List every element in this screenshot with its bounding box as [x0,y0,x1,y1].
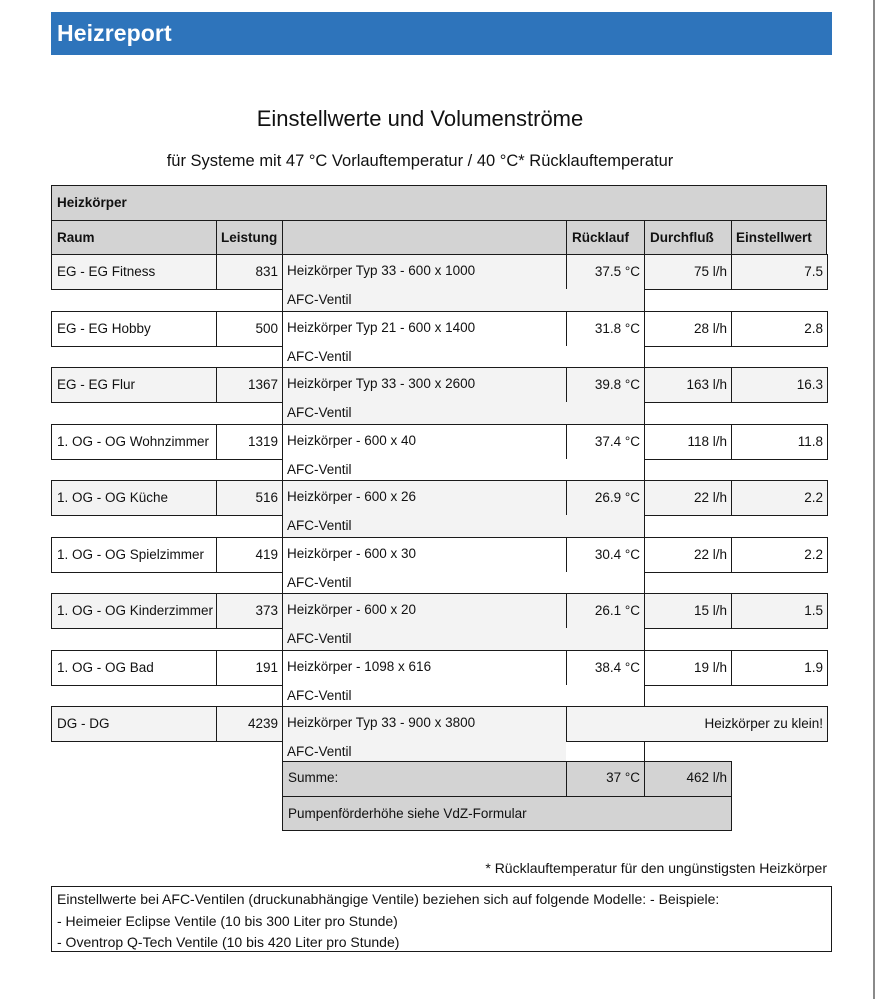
column-header-leistung: Leistung [216,220,283,255]
valve-type: AFC-Ventil [287,518,352,533]
room-cell: DG - DG [51,706,217,742]
room-cell: EG - EG Fitness [51,254,217,290]
radiator-type: Heizkörper - 600 x 20 [287,602,417,617]
divider [644,402,645,426]
valve-notes-box [51,886,832,952]
valve-type: AFC-Ventil [287,349,352,364]
return-temp-cell: 38.4 °C [566,650,644,685]
summary-durchfluss: 462 l/h [644,761,732,797]
column-header-heizkoerper [282,220,567,255]
report-banner [51,12,832,55]
power-cell: 500 [216,311,283,347]
power-cell: 1367 [216,367,283,403]
radiator-type: Heizkörper Typ 21 - 600 x 1400 [287,320,476,335]
power-cell: 419 [216,537,283,573]
valve-type: AFC-Ventil [287,631,352,646]
setting-value-cell: 2.8 [731,311,828,347]
return-temp-cell: 37.5 °C [566,254,644,289]
flow-cell: 75 l/h [644,254,732,290]
radiator-type: Heizkörper - 600 x 40 [287,433,417,448]
power-cell: 831 [216,254,283,290]
valve-type: AFC-Ventil [287,462,352,477]
valve-notes-intro: Einstellwerte bei AFC-Ventilen (druckunabhängige Ventile) beziehen sich auf folgende Modelle: - Beispiele: [57,891,720,907]
return-temp-cell: 31.8 °C [566,311,644,346]
radiator-type: Heizkörper - 600 x 30 [287,546,417,561]
power-cell: 373 [216,593,283,629]
room-cell: 1. OG - OG Küche [51,480,217,516]
group-header-heizkoerper: Heizkörper [51,185,827,221]
room-cell: 1. OG - OG Kinderzimmer [51,593,217,629]
divider [644,289,645,313]
section-subtitle: für Systeme mit 47 °C Vorlauftemperatur / 40 °C* Rücklauftemperatur [166,152,674,170]
radiator-type: Heizkörper - 600 x 26 [287,489,417,504]
setting-value-cell: 2.2 [731,480,828,516]
valve-type: AFC-Ventil [287,405,352,420]
flow-cell: 118 l/h [644,424,732,460]
setting-value-cell: 1.9 [731,650,828,686]
flow-cell: 163 l/h [644,367,732,403]
flow-cell: 22 l/h [644,480,732,516]
pump-note: Pumpenförderhöhe siehe VdZ-Formular [282,796,732,831]
divider [644,628,645,652]
summary-ruecklauf: 37 °C [566,761,645,797]
room-cell: 1. OG - OG Bad [51,650,217,686]
column-header-ruecklauf: Rücklauf [566,220,645,255]
room-cell: EG - EG Flur [51,367,217,403]
return-temp-cell: 30.4 °C [566,537,644,572]
valve-type: AFC-Ventil [287,744,352,759]
return-temp-cell: 26.9 °C [566,480,644,515]
valve-type: AFC-Ventil [287,575,352,590]
power-cell: 1319 [216,424,283,460]
setting-value-cell: 1.5 [731,593,828,629]
divider [566,706,567,741]
summary-label: Summe: [282,761,567,797]
room-cell: 1. OG - OG Spielzimmer [51,537,217,573]
valve-note-heimeier: - Heimeier Eclipse Ventile (10 bis 300 Liter pro Stunde) [57,912,398,929]
footnote: * Rücklauftemperatur für den ungünstigsten Heizkörper [485,860,827,876]
return-temp-cell: 37.4 °C [566,424,644,459]
valve-type: AFC-Ventil [287,292,352,307]
radiator-type: Heizkörper Typ 33 - 300 x 2600 [287,376,476,391]
return-temp-cell: 26.1 °C [566,593,644,628]
setting-value-cell: 16.3 [731,367,828,403]
power-cell: 4239 [216,706,283,742]
column-header-einstellwert: Einstellwert [731,220,827,255]
divider [644,515,645,539]
radiator-type: Heizkörper Typ 33 - 600 x 1000 [287,263,476,278]
flow-cell: 19 l/h [644,650,732,686]
room-cell: 1. OG - OG Wohnzimmer [51,424,217,460]
return-temp-cell: 39.8 °C [566,367,644,402]
flow-cell: 22 l/h [644,537,732,573]
column-header-durchfluss: Durchfluß [644,220,732,255]
flow-cell: 15 l/h [644,593,732,629]
report-title: Heizreport [57,20,172,46]
power-cell: 516 [216,480,283,516]
column-header-raum: Raum [51,220,217,255]
setting-value-cell: 7.5 [731,254,828,290]
valve-type: AFC-Ventil [287,688,352,703]
power-cell: 191 [216,650,283,686]
setting-value-cell: 2.2 [731,537,828,573]
room-cell: EG - EG Hobby [51,311,217,347]
radiator-type: Heizkörper Typ 33 - 900 x 3800 [287,715,476,730]
section-title: Einstellwerte und Volumenströme [256,106,584,131]
radiator-type: Heizkörper - 1098 x 616 [287,659,432,674]
flow-cell: 28 l/h [644,311,732,347]
radiator-warning: Heizkörper zu klein! [566,706,828,742]
valve-note-oventrop: - Oventrop Q-Tech Ventile (10 bis 420 Liter pro Stunde) [57,934,400,950]
divider [282,254,283,761]
setting-value-cell: 11.8 [731,424,828,460]
